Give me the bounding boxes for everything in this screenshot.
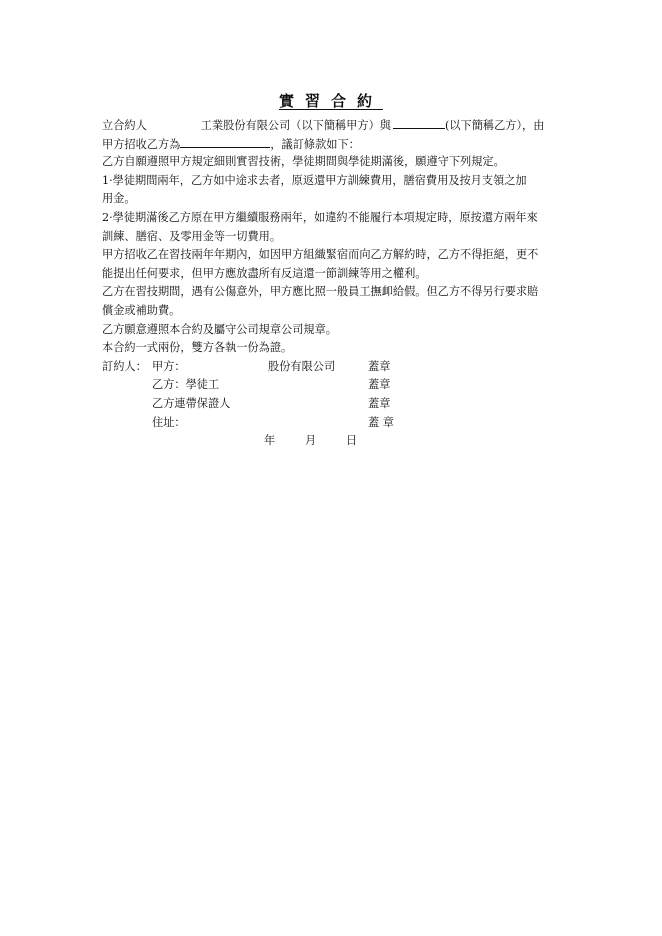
blank-line-party-b bbox=[393, 116, 445, 129]
party-a-company: 股份有限公司 bbox=[268, 359, 336, 373]
intro-part3: (以下簡稱乙方），由 bbox=[444, 119, 545, 132]
intro-line-1 bbox=[102, 116, 564, 135]
clause-line: 本合約一式兩份，雙方各執一份為證。 bbox=[102, 341, 293, 355]
intro-part5: ，議訂條款如下： bbox=[270, 137, 360, 151]
date-year: 年 bbox=[264, 434, 276, 448]
clause-line: 用金。 bbox=[102, 192, 136, 206]
clause-line: 乙方在習技期間，遇有公傷意外，甲方應比照一般員工撫卹給假。但乙方不得另行要求賠 bbox=[102, 285, 539, 299]
intro-part2: 工業股份有限公司（以下簡稱甲方）與 bbox=[200, 119, 391, 132]
intro-line-2 bbox=[102, 135, 564, 154]
clause-line: 1·學徒期間兩年，乙方如中途求去者，原返還甲方訓練費用，膳宿費用及按月支領之加 bbox=[102, 173, 527, 187]
party-b-label: 乙方：學徒工 bbox=[152, 378, 220, 392]
blank-line-position bbox=[180, 135, 270, 148]
party-a-label: 甲方： bbox=[152, 359, 186, 373]
signature-row-address bbox=[102, 414, 564, 433]
address-label: 住址： bbox=[152, 415, 186, 429]
date-row bbox=[102, 432, 564, 451]
guarantor-seal: 蓋章 bbox=[368, 396, 391, 410]
clause-line: 能提出任何要求，但甲方應放盡所有反這還一節訓練等用之權利。 bbox=[102, 266, 427, 280]
intro-part1: 立合約人 bbox=[102, 119, 147, 132]
document-body bbox=[102, 116, 564, 451]
address-seal: 蓋 章 bbox=[368, 415, 394, 429]
clause-line: 乙方自願遵照甲方規定細則實習技術，學徒期間與學徒期滿後，願遵守下列規定。 bbox=[102, 155, 505, 169]
guarantor-label: 乙方連帶保證人 bbox=[152, 396, 231, 410]
clause-line: 訓練、膳宿、及零用金等一切費用。 bbox=[102, 229, 282, 243]
signature-row-party-a bbox=[102, 358, 564, 377]
party-b-seal: 蓋章 bbox=[368, 378, 391, 392]
date-month: 月 bbox=[305, 434, 317, 448]
party-a-seal: 蓋章 bbox=[368, 359, 391, 373]
document-title: 實習合約 bbox=[278, 92, 383, 110]
clause-line: 甲方招收乙在習技兩年年期內，如因甲方組織緊宿而向乙方解約時，乙方不得拒絕，更不 bbox=[102, 248, 539, 262]
signature-row-guarantor bbox=[102, 395, 564, 414]
clause-line: 償金或補助費。 bbox=[102, 303, 181, 317]
clause-line: 2·學徒期滿後乙方原在甲方繼續服務兩年，如違約不能履行本項規定時，原按還方兩年來 bbox=[102, 210, 538, 224]
intro-part4: 甲方招收乙方為 bbox=[102, 137, 181, 151]
date-day: 日 bbox=[346, 434, 358, 448]
clause-line: 乙方願意遵照本合約及屬守公司規章公司規章。 bbox=[102, 322, 337, 336]
signature-row-party-b bbox=[102, 376, 564, 395]
signatories-label: 訂約人： bbox=[102, 359, 147, 373]
